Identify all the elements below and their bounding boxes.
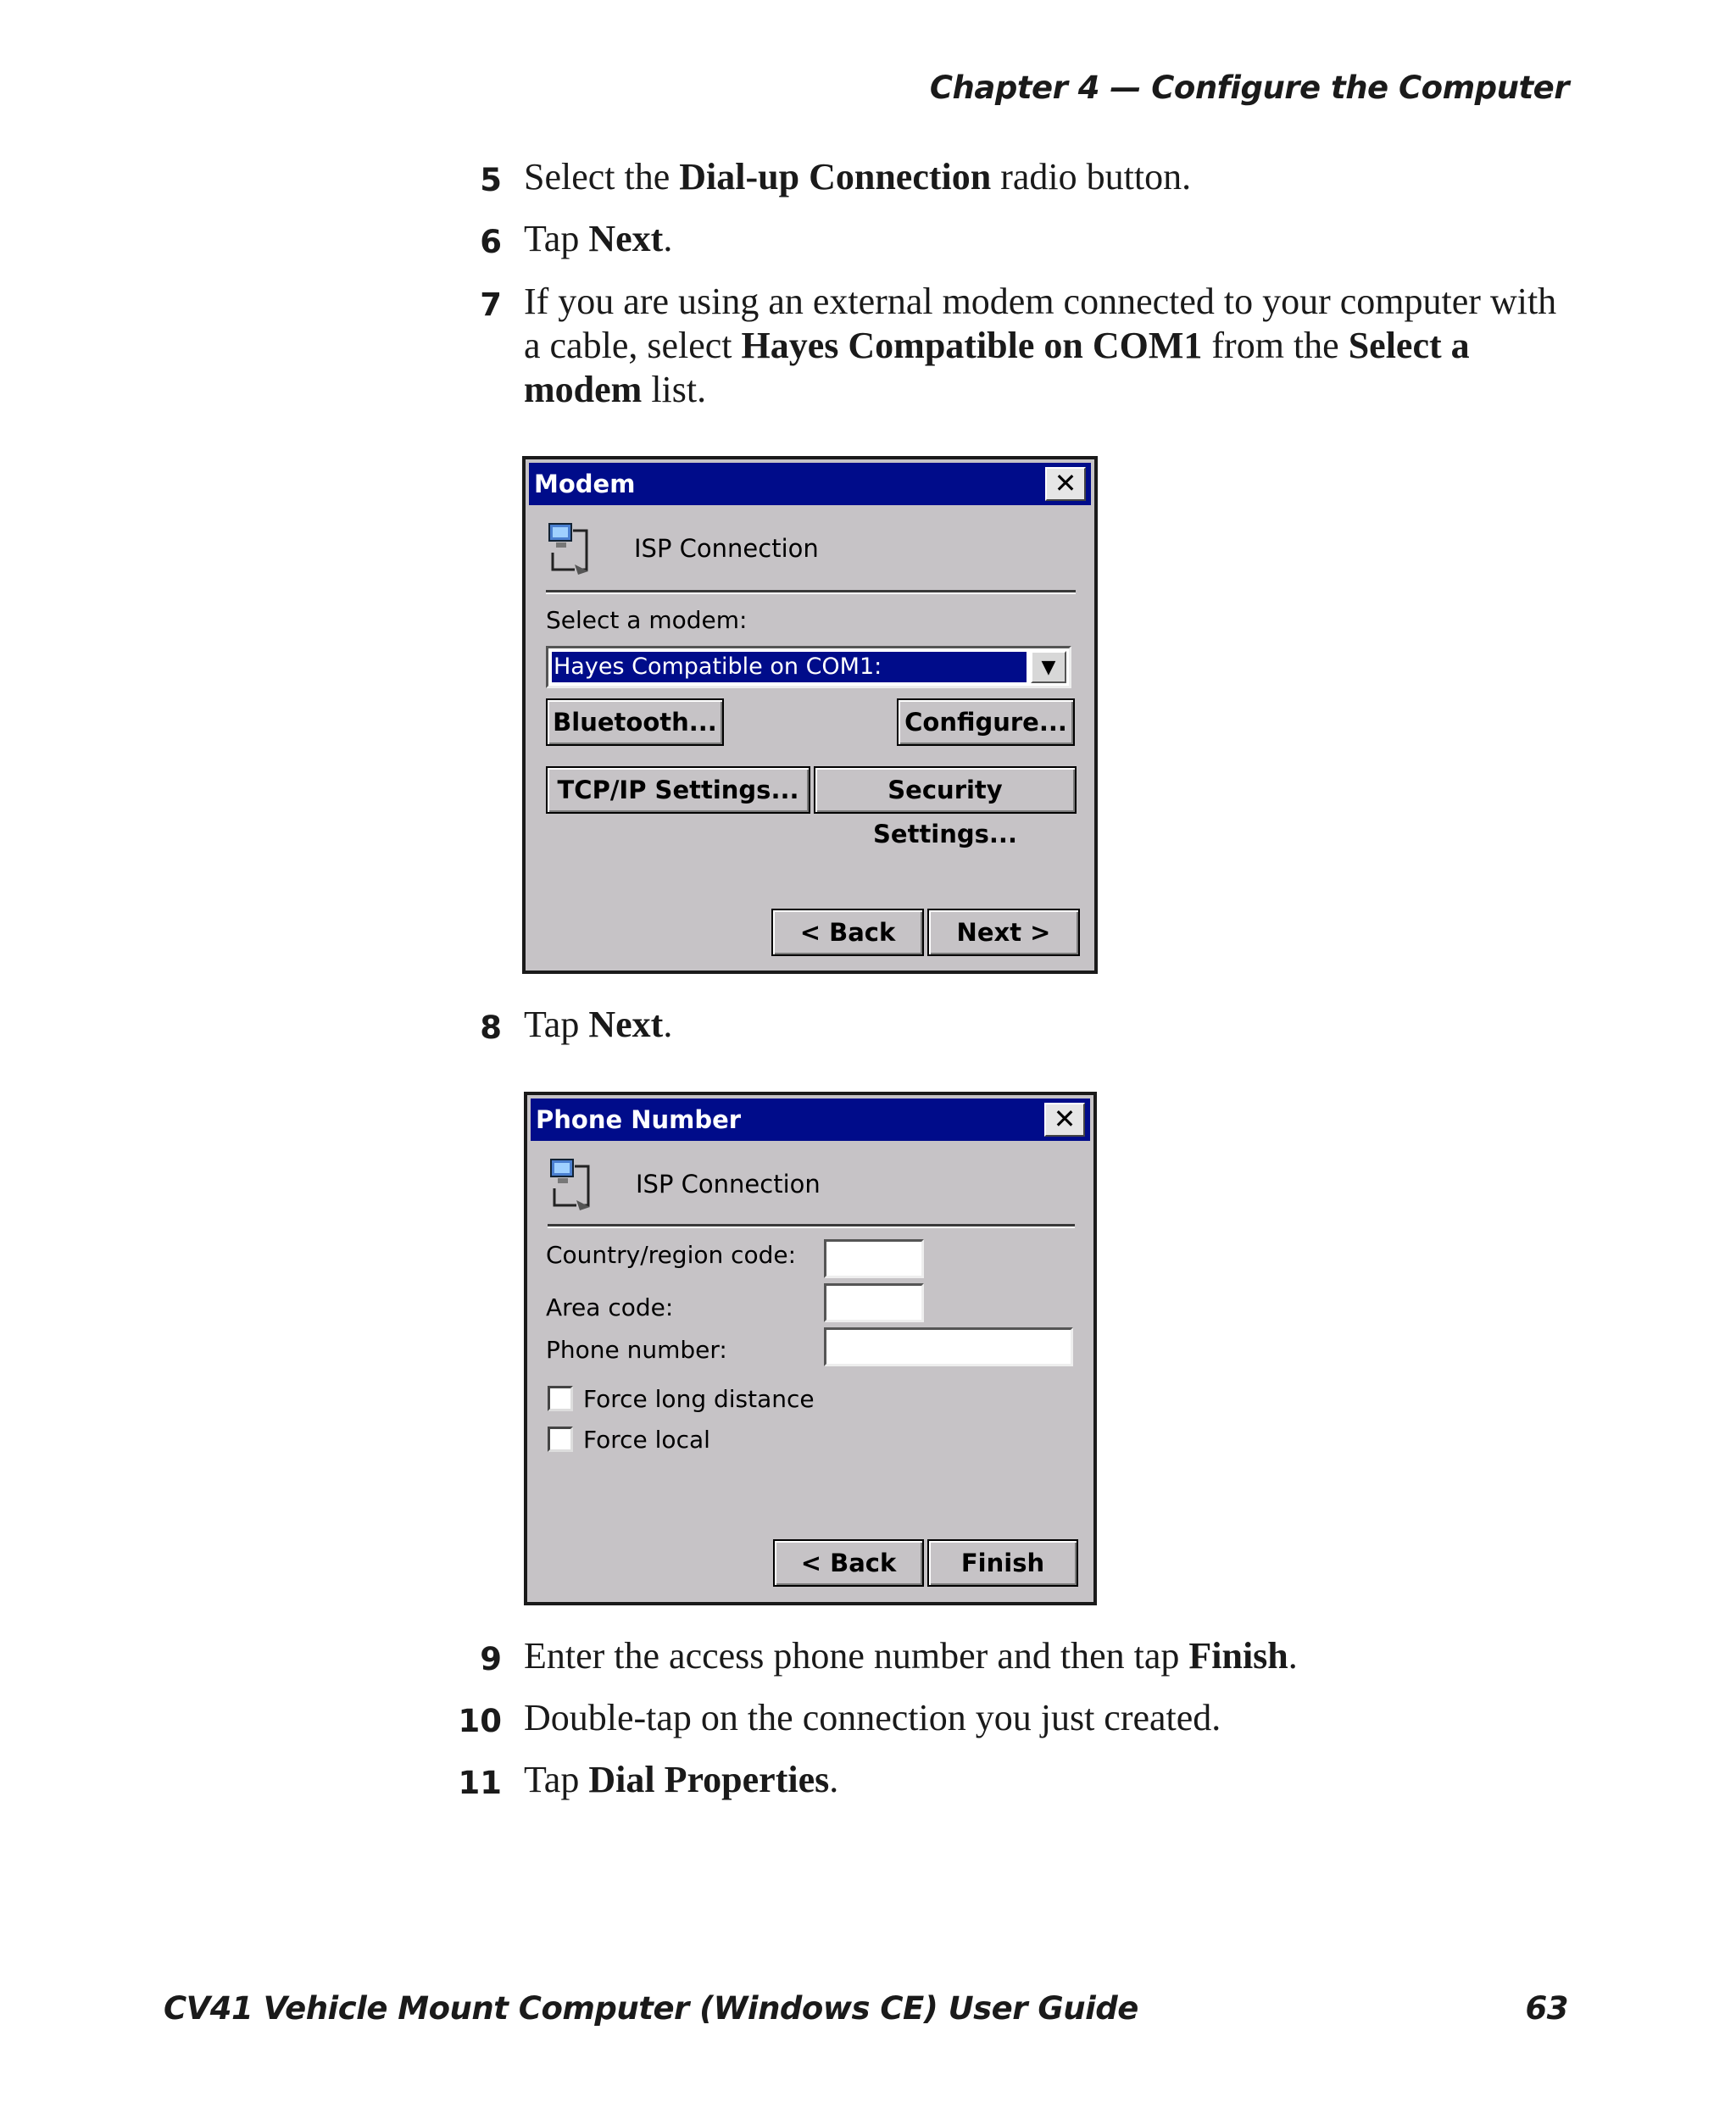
area-code-label: Area code: <box>546 1293 674 1321</box>
back-button[interactable]: < Back <box>771 909 924 956</box>
dialog-titlebar <box>529 463 1091 505</box>
separator <box>546 590 1076 594</box>
step-text: . <box>663 1004 673 1045</box>
step-number: 9 <box>480 1641 502 1677</box>
step-emphasis: Next <box>588 218 664 259</box>
step-text: If you are using an external modem connected to your computer with a cable, select <box>524 281 1557 366</box>
force-local-checkbox[interactable] <box>548 1427 573 1452</box>
phone-number-field[interactable] <box>824 1327 1073 1366</box>
separator <box>548 1224 1075 1228</box>
area-code-field[interactable] <box>824 1283 924 1322</box>
chevron-down-icon[interactable]: ▼ <box>1031 651 1066 683</box>
dialog-title: Phone Number <box>536 1105 742 1134</box>
country-code-label: Country/region code: <box>546 1241 797 1269</box>
network-connection-icon <box>546 1154 605 1212</box>
dialog-titlebar <box>531 1098 1090 1141</box>
step-emphasis: Select a modem <box>524 325 1470 410</box>
force-local-label: Force local <box>583 1426 710 1454</box>
step-emphasis: Dial Properties <box>588 1759 830 1800</box>
force-long-distance-checkbox[interactable] <box>548 1386 573 1411</box>
step-text: Tap <box>524 1759 589 1800</box>
step-9 <box>458 1634 1577 1678</box>
force-long-distance-label: Force long distance <box>583 1385 815 1413</box>
step-number: 5 <box>480 162 502 198</box>
dialog-title: Modem <box>534 470 636 498</box>
step-number: 7 <box>480 286 502 323</box>
step-text: . <box>829 1759 839 1800</box>
modem-select[interactable] <box>546 646 1071 688</box>
step-text: Select the <box>524 156 680 197</box>
step-emphasis: Hayes Compatible on COM1 <box>741 325 1203 366</box>
step-7 <box>458 280 1577 412</box>
step-11 <box>458 1758 1577 1802</box>
step-text: Double-tap on the connection you just created. <box>524 1697 1221 1738</box>
close-button[interactable]: ✕ <box>1045 467 1086 501</box>
close-button[interactable]: ✕ <box>1044 1103 1085 1137</box>
step-text: Enter the access phone number and then tap <box>524 1635 1189 1677</box>
selected-modem: Hayes Compatible on COM1: <box>552 652 1027 682</box>
step-number: 11 <box>458 1765 502 1801</box>
step-5 <box>458 155 1577 199</box>
page-number: 63 <box>1525 1990 1568 2027</box>
back-button[interactable]: < Back <box>773 1539 924 1587</box>
connection-name: ISP Connection <box>636 1170 821 1199</box>
network-connection-icon <box>544 519 604 576</box>
step-number: 10 <box>458 1703 502 1739</box>
modem-dialog <box>522 456 1098 974</box>
phone-number-dialog <box>524 1092 1097 1605</box>
step-8 <box>458 1003 1577 1047</box>
step-text: from the <box>1202 325 1349 366</box>
connection-name: ISP Connection <box>634 534 819 563</box>
step-number: 6 <box>480 224 502 260</box>
chapter-header: Chapter 4 — Configure the Computer <box>929 70 1569 106</box>
step-text: . <box>663 218 673 259</box>
step-text: list. <box>642 369 707 410</box>
select-modem-label: Select a modem: <box>546 606 748 634</box>
security-settings-button[interactable]: Security Settings... <box>814 766 1077 814</box>
step-text: Tap <box>524 1004 589 1045</box>
step-emphasis: Finish <box>1188 1635 1288 1677</box>
step-number: 8 <box>480 1010 502 1046</box>
phone-number-label: Phone number: <box>546 1336 727 1364</box>
step-text: . <box>1288 1635 1298 1677</box>
step-emphasis: Dial-up Connection <box>679 156 992 197</box>
tcpip-settings-button[interactable]: TCP/IP Settings... <box>546 766 810 814</box>
finish-button[interactable]: Finish <box>927 1539 1078 1587</box>
step-emphasis: Next <box>588 1004 664 1045</box>
bluetooth-button[interactable]: Bluetooth... <box>546 698 724 746</box>
footer-guide-title: CV41 Vehicle Mount Computer (Windows CE) User Guide <box>164 1990 1138 2027</box>
step-6 <box>458 217 1577 261</box>
country-code-field[interactable] <box>824 1239 924 1278</box>
step-10 <box>458 1696 1577 1740</box>
next-button[interactable]: Next > <box>927 909 1080 956</box>
step-text: Tap <box>524 218 589 259</box>
configure-button[interactable]: Configure... <box>897 698 1075 746</box>
step-text: radio button. <box>991 156 1192 197</box>
